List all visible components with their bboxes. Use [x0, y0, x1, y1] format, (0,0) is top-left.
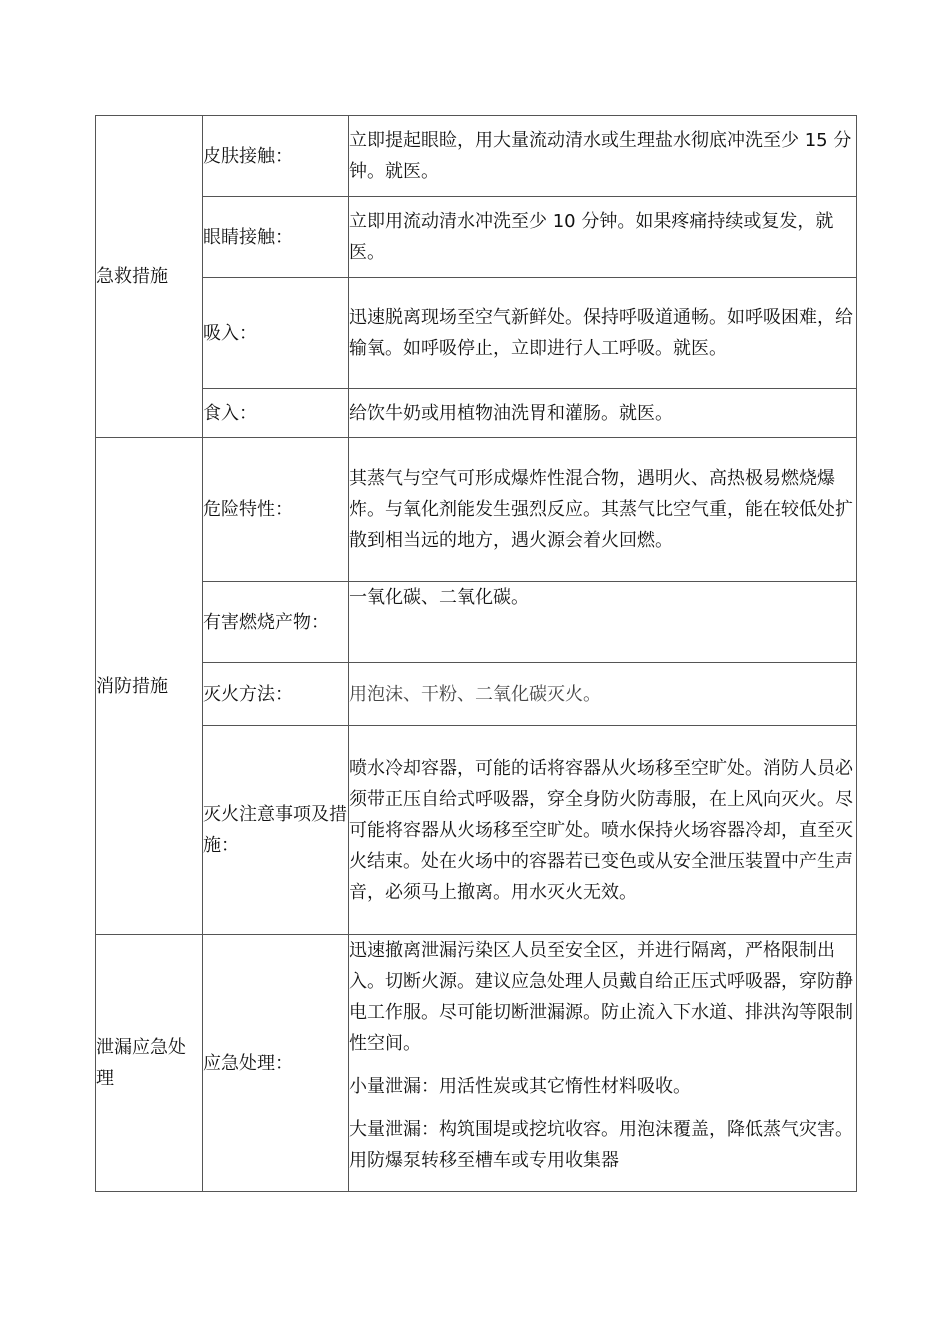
- row-content: [349, 935, 857, 1192]
- table-row: [96, 197, 857, 278]
- table-row: [96, 935, 857, 1192]
- category-first-aid: 急救措施: [96, 116, 203, 438]
- msds-table: [95, 115, 857, 1192]
- category-fire-fighting: 消防措施: [96, 438, 203, 935]
- row-label: 有害燃烧产物：: [203, 582, 349, 663]
- paragraph: 迅速撤离泄漏污染区人员至安全区，并进行隔离，严格限制出入。切断火源。建议应急处理人员戴自给正压式呼吸器，穿防静电工作服。尽可能切断泄漏源。防止流入下水道、排洪沟等限制性空间。: [349, 940, 853, 1054]
- paragraph: 大量泄漏：构筑围堤或挖坑收容。用泡沫覆盖，降低蒸气灾害。用防爆泵转移至槽车或专用收集器: [349, 1119, 853, 1171]
- row-content: 立即用流动清水冲洗至少 10 分钟。如果疼痛持续或复发，就医。: [349, 197, 857, 278]
- row-content: 给饮牛奶或用植物油洗胃和灌肠。就医。: [349, 389, 857, 438]
- row-content: 喷水冷却容器，可能的话将容器从火场移至空旷处。消防人员必须带正压自给式呼吸器，穿全身防火防毒服，在上风向灭火。尽可能将容器从火场移至空旷处。喷水保持火场容器冷却，直至灭火结束。处在火场中的容器若已变色或从安全泄压装置中产生声音，必须马上撤离。用水灭火无效。: [349, 726, 857, 935]
- row-label: 应急处理：: [203, 935, 349, 1192]
- paragraph: 小量泄漏：用活性炭或其它惰性材料吸收。: [349, 1076, 691, 1097]
- table-row: [96, 663, 857, 726]
- table-row: [96, 582, 857, 663]
- table-row: [96, 389, 857, 438]
- table-row: [96, 438, 857, 582]
- row-label: 吸入：: [203, 278, 349, 389]
- row-label: 眼睛接触：: [203, 197, 349, 278]
- row-content: 迅速脱离现场至空气新鲜处。保持呼吸道通畅。如呼吸困难，给输氧。如呼吸停止，立即进行人工呼吸。就医。: [349, 278, 857, 389]
- category-spill-response: 泄漏应急处理: [96, 935, 203, 1192]
- row-label: 食入：: [203, 389, 349, 438]
- row-label: 危险特性：: [203, 438, 349, 582]
- row-content: 立即提起眼睑，用大量流动清水或生理盐水彻底冲洗至少 15 分钟。就医。: [349, 116, 857, 197]
- table-row: [96, 116, 857, 197]
- row-content: 用泡沫、干粉、二氧化碳灭火。: [349, 663, 857, 726]
- table-row: [96, 278, 857, 389]
- row-content: 其蒸气与空气可形成爆炸性混合物，遇明火、高热极易燃烧爆炸。与氧化剂能发生强烈反应。其蒸气比空气重，能在较低处扩散到相当远的地方，遇火源会着火回燃。: [349, 438, 857, 582]
- row-label: 灭火注意事项及措施：: [203, 726, 349, 935]
- row-label: 皮肤接触：: [203, 116, 349, 197]
- row-label: 灭火方法：: [203, 663, 349, 726]
- table-row: [96, 726, 857, 935]
- row-content: 一氧化碳、二氧化碳。: [349, 582, 857, 663]
